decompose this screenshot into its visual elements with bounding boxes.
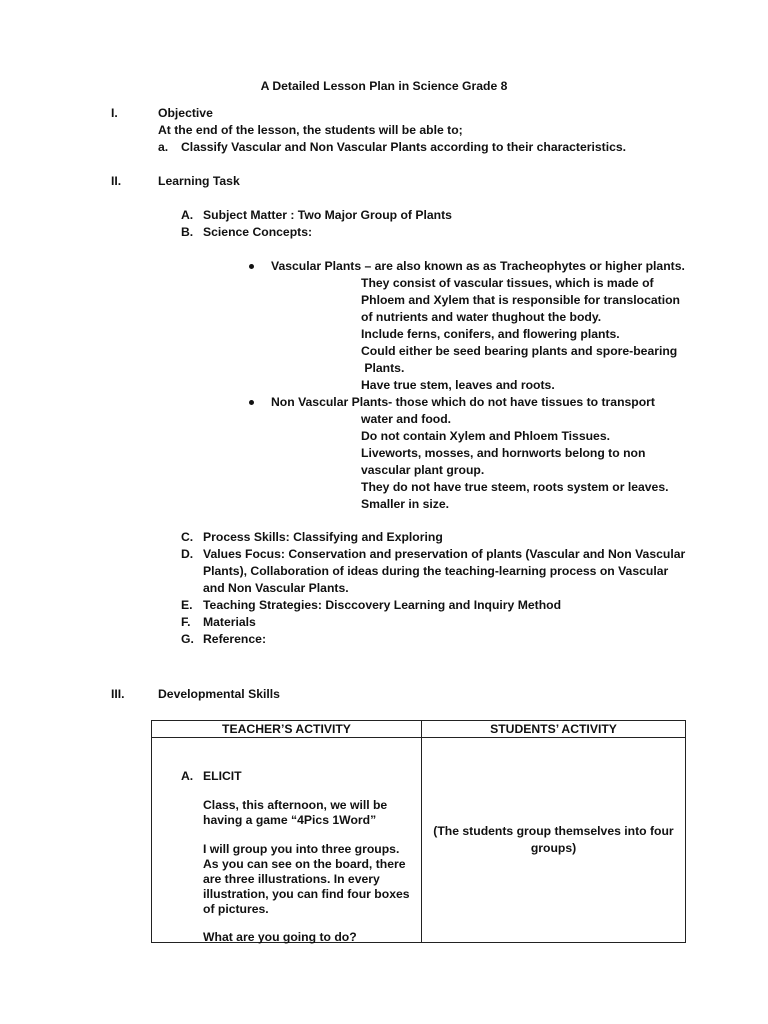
item-d-letter: D. bbox=[181, 547, 194, 561]
teacher-line: having a game “4Pics 1Word” bbox=[203, 813, 377, 827]
nonvascular-line: Smaller in size. bbox=[361, 497, 450, 511]
section-1-heading: Objective bbox=[158, 106, 213, 120]
teacher-line: As you can see on the board, there bbox=[203, 857, 406, 871]
item-e-letter: E. bbox=[181, 598, 193, 612]
vascular-line: Could either be seed bearing plants and spore-bearing bbox=[361, 344, 678, 358]
vascular-line: Have true stem, leaves and roots. bbox=[361, 378, 555, 392]
section-3-numeral: III. bbox=[111, 687, 125, 701]
process-skills: Process Skills: Classifying and Exploring bbox=[203, 530, 443, 544]
section-3-heading: Developmental Skills bbox=[158, 687, 280, 701]
nonvascular-line: vascular plant group. bbox=[361, 463, 485, 477]
students-activity-header: STUDENTS’ ACTIVITY bbox=[422, 721, 686, 738]
section-1-numeral: I. bbox=[111, 106, 118, 120]
elicit-heading: ELICIT bbox=[203, 769, 242, 783]
objective-item-text: Classify Vascular and Non Vascular Plants according to their characteristics. bbox=[181, 140, 627, 154]
values-focus-line: and Non Vascular Plants. bbox=[203, 581, 349, 595]
bullet-icon bbox=[249, 400, 254, 405]
subject-matter: Subject Matter : Two Major Group of Plants bbox=[203, 208, 452, 222]
activity-table bbox=[151, 720, 686, 943]
teacher-line: illustration, you can find four boxes bbox=[203, 887, 410, 901]
teaching-strategies: Teaching Strategies: Disccovery Learning and Inquiry Method bbox=[203, 598, 562, 612]
values-focus-line: Plants), Collaboration of ideas during the teaching-learning process on Vascular bbox=[203, 564, 669, 578]
teacher-line: are three illustrations. In every bbox=[203, 872, 380, 886]
student-line: groups) bbox=[530, 841, 577, 855]
vascular-line: They consist of vascular tissues, which is made of bbox=[361, 276, 654, 290]
teacher-line: of pictures. bbox=[203, 902, 269, 916]
vascular-line: Include ferns, conifers, and flowering plants. bbox=[361, 327, 620, 341]
students-activity-cell bbox=[422, 738, 686, 943]
objective-item-letter: a. bbox=[158, 140, 169, 154]
bullet-icon bbox=[249, 264, 254, 269]
item-f-letter: F. bbox=[181, 615, 191, 629]
science-concepts: Science Concepts: bbox=[203, 225, 313, 239]
nonvascular-line: water and food. bbox=[361, 412, 452, 426]
item-b-letter: B. bbox=[181, 225, 194, 239]
document-title: A Detailed Lesson Plan in Science Grade 8 bbox=[260, 79, 508, 93]
nonvascular-line: Do not contain Xylem and Phloem Tissues. bbox=[361, 429, 610, 443]
nonvascular-line: Liveworts, mosses, and hornworts belong to non bbox=[361, 446, 646, 460]
table-header-row bbox=[152, 721, 686, 738]
teacher-question: What are you going to do? bbox=[203, 930, 357, 944]
objective-intro: At the end of the lesson, the students will be able to; bbox=[158, 123, 463, 137]
student-line: (The students group themselves into four bbox=[433, 824, 674, 838]
teacher-activity-cell bbox=[152, 738, 422, 943]
vascular-lead: Vascular Plants – are also known as as Tracheophytes or higher plants. bbox=[271, 259, 685, 273]
vascular-line: Phloem and Xylem that is responsible for translocation bbox=[361, 293, 680, 307]
item-g-letter: G. bbox=[181, 632, 194, 646]
item-a-letter: A. bbox=[181, 208, 194, 222]
values-focus-line: Values Focus: Conservation and preservation of plants (Vascular and Non Vascular bbox=[203, 547, 686, 561]
teacher-line: I will group you into three groups. bbox=[203, 842, 400, 856]
section-2-heading: Learning Task bbox=[158, 174, 240, 188]
nonvascular-lead: Non Vascular Plants- those which do not have tissues to transport bbox=[271, 395, 655, 409]
vascular-line: Plants. bbox=[361, 361, 405, 375]
reference: Reference: bbox=[203, 632, 266, 646]
teacher-activity-header: TEACHER’S ACTIVITY bbox=[152, 721, 422, 738]
materials: Materials bbox=[203, 615, 256, 629]
vascular-line: of nutrients and water thughout the body. bbox=[361, 310, 602, 324]
table-row bbox=[152, 738, 686, 943]
elicit-letter: A. bbox=[181, 769, 194, 783]
section-2-numeral: II. bbox=[111, 174, 122, 188]
teacher-line: Class, this afternoon, we will be bbox=[203, 798, 388, 812]
nonvascular-line: They do not have true steem, roots system or leaves. bbox=[361, 480, 669, 494]
item-c-letter: C. bbox=[181, 530, 194, 544]
